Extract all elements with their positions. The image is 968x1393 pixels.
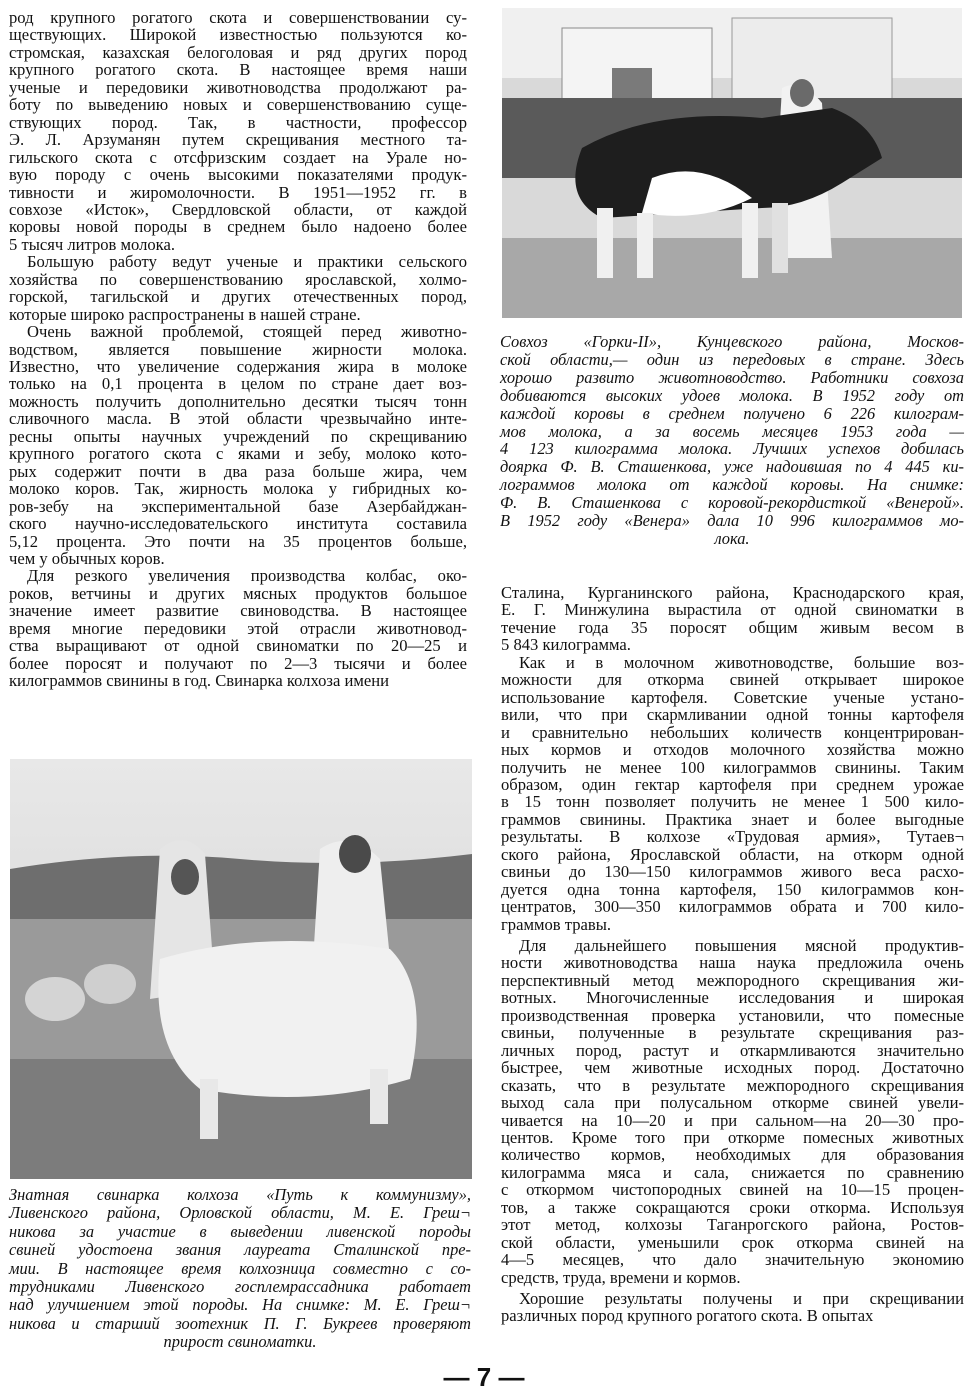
right-col-line: образом, один гектар картофеля при среднем урожае <box>501 774 964 794</box>
right-caption-line: добиваются высоких удоев молока. В 1952 году от <box>500 385 964 405</box>
right-caption-line: доярка Ф. В. Сташенкова, уже надоившая по 4 445 ки- <box>500 457 964 477</box>
right-col-line: килограмма мяса и сала, снижается по сравнению <box>501 1162 964 1182</box>
right-col-line: Е. Г. Минжулина вырастила от одной свиноматки в <box>501 600 964 620</box>
left-col-line: вую породу с очень высокими показателями продук- <box>9 165 467 185</box>
left-caption-line: мии. В настоящее время колхозница совместно с со- <box>9 1258 471 1278</box>
left-caption-line: никова и старший зоотехник П. Г. Букреев проверяют <box>9 1313 471 1333</box>
left-col-line: крупного рогатого скота с яками и зебу, молоко кото- <box>9 444 467 464</box>
right-col-line: дуется одна тонна картофеля, 150 килограммов кон- <box>501 879 964 899</box>
right-col-line: и сравнительно небольших количеств концентрирован- <box>501 722 964 742</box>
right-col-line: с откормом чистопородных свиней на 10—15 процен- <box>501 1180 964 1200</box>
left-col-line: ученые и передовики животноводства продолжают ра- <box>9 77 467 97</box>
left-caption-line: Ливенского района, Орловской области, М. Е. Греш¬ <box>9 1203 471 1223</box>
right-col-line: граммов свинины. Практика знает и более выгодные <box>501 809 964 829</box>
left-col-line: крупного рогатого скота. В настоящее время наши <box>9 60 467 80</box>
right-col-line: свиньи, полученные в результате скрещивания раз- <box>501 1023 964 1043</box>
left-col-line: время многие передовики этой отрасли животновод- <box>9 618 467 638</box>
right-col-line: сказать, что в результате межпородного скрещивания <box>501 1075 964 1095</box>
right-col-line: Сталина, Курганинского района, Краснодарского края, <box>501 583 964 602</box>
left-col-line: ресны опыты научных учреждений по скрещиванию <box>9 426 467 446</box>
right-column-text <box>501 584 964 1354</box>
right-col-line: свиньи до 130—150 килограммов живого веса расхо- <box>501 862 964 882</box>
left-col-line: горской, тагильской и других отечественных пород, <box>9 287 467 307</box>
left-col-line: 5 тысяч литров молока. <box>9 234 176 254</box>
right-col-line: можности для откорма свиней открывает широкое <box>501 670 964 690</box>
left-col-line: более поросят и получают по 2—3 тысячи и более <box>9 653 467 673</box>
right-col-line: количество кормов, необходимых для образования <box>501 1145 964 1165</box>
left-caption-line: над улучшением этой породы. На снимке: М. Е. Греш¬ <box>9 1295 471 1315</box>
right-col-line: результаты. В колхозе «Трудовая армия», Тутаев¬ <box>501 827 964 847</box>
right-col-line: ных кормов и отходов молочного хозяйства можно <box>501 740 964 760</box>
left-col-line: которые широко распространены в нашей стране. <box>9 304 361 324</box>
right-col-line: перспективный метод межпородного скрещивания жи- <box>501 970 964 990</box>
left-col-line: можность получить дополнительно десятки тысяч тонн <box>9 391 467 411</box>
right-caption-line: ской области,— один из передовых в стране. Здесь <box>500 349 964 369</box>
left-col-line: килограммов свинины в год. Свинарка колхоза имени <box>9 671 389 691</box>
cow-photo-caption <box>500 333 964 558</box>
left-col-line: ществующих. Широкой известностью пользуются ко- <box>9 25 467 45</box>
photo-cow-venera <box>502 8 962 318</box>
left-col-line: Э. Л. Арзуманян путем скрещивания местного та- <box>9 130 467 150</box>
left-col-line: тивности и жиромолочности. В 1951—1952 гг. в <box>9 182 467 202</box>
right-caption-line: Ф. В. Сташенкова с коровой-рекордисткой «Венерой». <box>500 493 964 513</box>
left-col-line: Очень важной проблемой, стоящей перед животно- <box>27 322 467 342</box>
right-caption-line: каждой коровы в среднем получено 6 226 килограм- <box>500 403 964 423</box>
right-caption-line: лока. <box>714 528 750 548</box>
left-col-line: роков, ветчины и других мясных продуктов большое <box>9 583 467 603</box>
page-number: — 7 — <box>443 1362 525 1392</box>
pig-photo-caption <box>9 1186 471 1356</box>
right-col-line: течение года 35 поросят общим живым весом в <box>501 617 964 637</box>
left-caption-line: трудниками Ливенского госплемрассадника работает <box>9 1277 471 1296</box>
right-col-line: средств, труда, времени и кормов. <box>501 1267 741 1287</box>
left-col-line: хозяйства по совершенствованию ярославской, холмо- <box>9 269 467 289</box>
left-caption-line: свиней удостоена звания лауреата Сталинской пре- <box>9 1240 471 1260</box>
left-col-line: стромская, казахская белоголовая и ряд других пород <box>9 42 467 62</box>
right-col-line: выход сала при полусальном откорме свиней увели- <box>501 1093 964 1113</box>
left-col-line: ствующих пород. Так, в частности, профессор <box>9 112 467 132</box>
left-caption-line: прирост свиноматки. <box>163 1332 317 1352</box>
right-col-line: граммов травы. <box>501 914 611 934</box>
left-caption-line: Знатная свинарка колхоза «Путь к коммунизму», <box>9 1185 471 1204</box>
right-col-line: личных пород, растут и откармливаются значительно <box>501 1040 964 1060</box>
right-col-line: Хорошие результаты получены и при скрещивании <box>519 1289 964 1308</box>
right-caption-line: 4 123 килограмма молока. Лучших успехов добилась <box>500 439 964 459</box>
left-col-line: 5,12 процента. Это почти на 35 процентов больше, <box>9 531 467 551</box>
right-col-line: быстрее, чем животные исходных пород. Достаточно <box>501 1058 964 1078</box>
left-col-line: сливочного масла. В этой области чрезвычайно инте- <box>9 409 467 429</box>
right-caption-line: Совхоз «Горки-II», Кунцевского района, Москов- <box>500 332 964 351</box>
right-caption-line: хорошо развито животноводство. Работники совхоза <box>500 367 964 387</box>
left-col-line: коровы новой породы в среднем было надоено более <box>9 217 467 237</box>
right-col-line: ности животноводства наша наука предложила очень <box>501 953 964 973</box>
left-col-line: молоко коров. Так, жирность молока у гибридных ко- <box>9 479 467 499</box>
left-col-line: чем у обычных коров. <box>9 548 165 568</box>
photo-pig-breeders <box>10 759 472 1179</box>
right-col-line: использование картофеля. Советские ученые устано- <box>501 687 964 707</box>
left-col-line: Известно, что увеличение содержания жира в молоке <box>9 357 467 376</box>
right-caption-line: мов молока, а за восемь месяцев 1953 года — <box>500 421 964 441</box>
right-col-line: производственная проверка установили, что помесные <box>501 1005 964 1025</box>
right-col-line: 4—5 месяцев, что дало значительную экономию <box>501 1250 964 1270</box>
right-col-line: вотных. Многочисленные исследования и широкая <box>501 988 964 1008</box>
left-col-line: совхозе «Исток», Свердловской области, от каждой <box>9 199 467 219</box>
right-col-line: Как и в молочном животноводстве, большие воз- <box>519 652 964 672</box>
right-col-line: этот метод, колхозы Таганрогского района, Ростов- <box>501 1215 964 1235</box>
left-col-line: Для резкого увеличения производства колбас, око- <box>27 566 467 586</box>
right-caption-line: В 1952 году «Венера» дала 10 996 килограммов мо- <box>500 511 964 530</box>
left-col-line: рых содержит почти в два раза больше жира, чем <box>9 461 467 481</box>
left-col-line: боту по выведению новых и совершенствованию суще- <box>9 95 467 115</box>
left-col-line: гильского скота с отсфризским создает на Урале но- <box>9 147 467 167</box>
right-col-line: вили, что при скармливании одной тонны картофеля <box>501 705 964 725</box>
left-col-line: водством, является повышение жирности молока. <box>9 339 467 359</box>
right-col-line: различных пород крупного рогатого скота. В опытах <box>501 1306 874 1326</box>
left-column-text <box>9 9 467 729</box>
right-col-line: ского района, Ярославской области, на откорм одной <box>501 844 964 864</box>
right-caption-line: лограммов молока от каждой коровы. На снимке: <box>500 475 964 495</box>
left-caption-line: никова за участие в выведении ливенской породы <box>9 1221 471 1241</box>
left-col-line: значение имеет развитие свиноводства. В настоящее <box>9 601 467 621</box>
left-col-line: ского научно-исследовательского института составила <box>9 514 467 534</box>
left-col-line: только на 0,1 процента в целом по стране дает воз- <box>9 374 467 394</box>
right-col-line: центов. Кроме того при откорме помесных животных <box>501 1127 964 1147</box>
right-col-line: чивается на 10—20 и при сальном—на 20—30 про- <box>501 1110 964 1130</box>
right-col-line: центратов, 300—350 килограммов обрата и 700 кило- <box>501 897 964 917</box>
left-col-line: род крупного рогатого скота и совершенствовании су- <box>9 8 467 27</box>
right-col-line: получить не менее 100 килограммов свинины. Таким <box>501 757 964 777</box>
left-col-line: ства выращивают от одной свиноматки по 20—25 и <box>9 636 467 656</box>
right-col-line: ской области, уменьшили срок откорма свиней на <box>501 1232 964 1252</box>
right-col-line: тов, а также сокращаются сроки откорма. Используя <box>501 1197 964 1217</box>
right-col-line: 5 843 килограмма. <box>501 635 631 655</box>
left-col-line: ров-зебу на экспериментальной базе Азербайджан- <box>9 496 467 516</box>
left-col-line: Большую работу ведут ученые и практики сельского <box>27 252 467 272</box>
right-col-line: в 15 тонн позволяет получить не менее 1 500 кило- <box>501 792 964 812</box>
right-col-line: Для дальнейшего повышения мясной продуктив- <box>519 936 964 955</box>
